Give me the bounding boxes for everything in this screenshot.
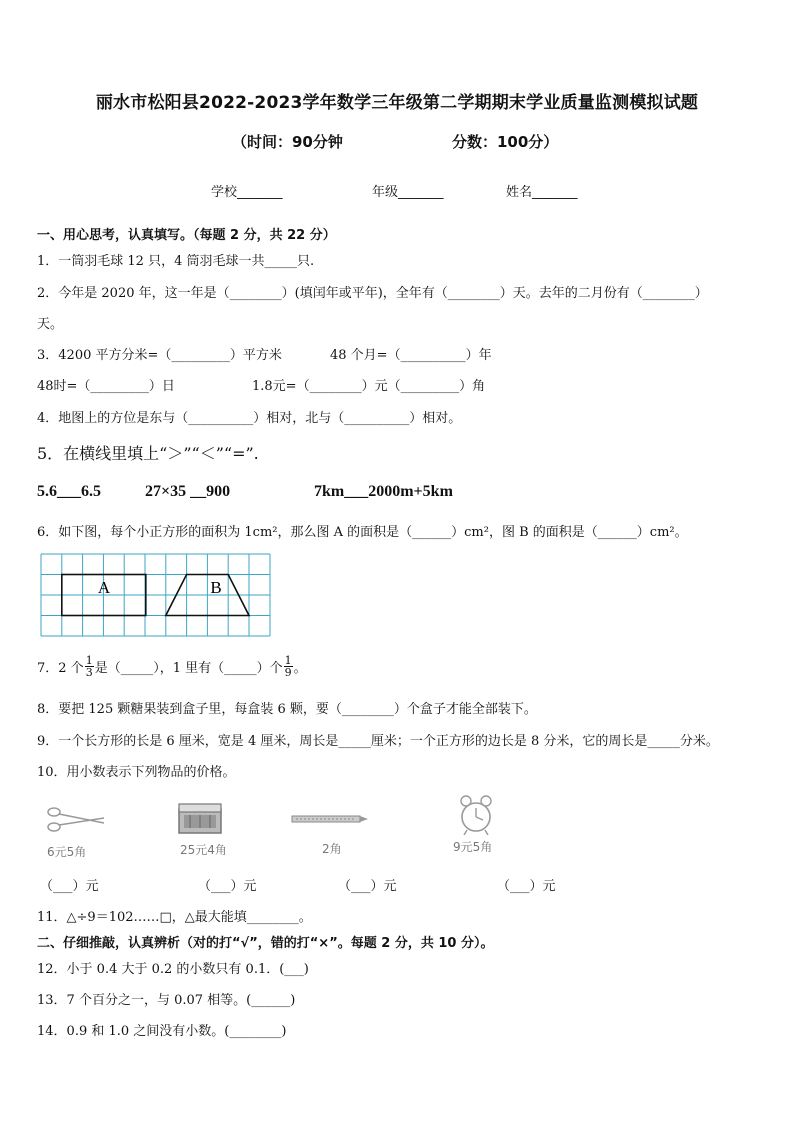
figure-label-b: B xyxy=(210,578,222,597)
question-5-a: 5.6___6.5 xyxy=(37,483,101,500)
price-answer: （___）元 xyxy=(198,879,257,894)
name-field: 姓名_______ xyxy=(506,185,578,200)
fraction-one-ninth xyxy=(284,655,293,678)
question-14: 14．0.9 和 1.0 之间没有小数。(________) xyxy=(37,1024,287,1039)
question-3-part-3: 48时=（_________）日 xyxy=(37,379,175,394)
question-9: 9．一个长方形的长是 6 厘米，宽是 4 厘米，周长是_____厘米；一个正方形的边长是 8 分米，它的周长是_____分米。 xyxy=(37,734,719,749)
fraction-numerator: 1 xyxy=(284,654,292,667)
section-heading-2: 二、仔细推敲，认真辨析（对的打“√”，错的打“×”。每题 2 分，共 10 分）。 xyxy=(37,936,494,951)
question-3-part-1: 3．4200 平方分米=（_________）平方米 xyxy=(37,348,282,363)
question-7 xyxy=(37,655,307,678)
alarm-clock-icon xyxy=(458,794,494,836)
price-label: 6元5角 xyxy=(47,845,87,859)
exam-time: （时间：90分钟 xyxy=(232,133,343,151)
question-7-middle: 是（_____），1 里有（_____）个 xyxy=(94,661,283,676)
question-5: 5．在横线里填上“＞”“＜”“=”. xyxy=(37,444,259,463)
school-field: 学校_______ xyxy=(211,185,283,200)
question-2-continued: 天。 xyxy=(37,317,64,332)
price-answer: （___）元 xyxy=(40,879,99,894)
grade-field: 年级_______ xyxy=(372,185,444,200)
pencil-icon xyxy=(290,813,370,825)
question-4: 4．地图上的方位是东与（__________）相对，北与（__________）相对。 xyxy=(37,411,462,426)
question-3-part-2: 48 个月=（__________）年 xyxy=(330,348,492,363)
price-label: 2角 xyxy=(322,842,342,856)
question-12: 12．小于 0.4 大于 0.2 的小数只有 0.1．(___) xyxy=(37,962,309,977)
price-label: 25元4角 xyxy=(180,843,227,857)
grid-figure xyxy=(40,553,272,638)
question-5-c: 7km___2000m+5km xyxy=(314,483,453,500)
question-7-end: 。 xyxy=(293,661,307,676)
question-8: 8．要把 125 颗糖果装到盒子里，每盒装 6 颗，要（________）个盒子才能全部装下。 xyxy=(37,702,537,717)
question-6: 6．如下图，每个小正方形的面积为 1cm²，那么图 A 的面积是（______）cm²，图 B 的面积是（______）cm²。 xyxy=(37,525,688,540)
question-5-b: 27×35 __900 xyxy=(145,483,231,500)
price-answer: （___）元 xyxy=(338,879,397,894)
question-2: 2．今年是 2020 年，这一年是（________）(填闰年或平年)，全年有（________）天。去年的二月份有（________） xyxy=(37,286,708,301)
scissors-icon xyxy=(46,803,108,837)
fraction-denominator: 3 xyxy=(85,666,93,679)
question-7-prefix: 7．2 个 xyxy=(37,661,84,676)
question-10: 10．用小数表示下列物品的价格。 xyxy=(37,765,236,780)
question-3-part-4: 1.8元=（________）元（_________）角 xyxy=(252,379,486,394)
price-answer: （___）元 xyxy=(497,879,556,894)
fraction-one-third xyxy=(85,655,94,678)
question-11: 11．△÷9＝102……□，△最大能填________。 xyxy=(37,910,312,925)
question-1: 1．一筒羽毛球 12 只，4 筒羽毛球一共_____只. xyxy=(37,254,315,269)
question-13: 13．7 个百分之一，与 0.07 相等。(______) xyxy=(37,993,296,1008)
exam-score: 分数：100分） xyxy=(452,133,559,151)
pencil-box-icon xyxy=(175,801,225,837)
fraction-numerator: 1 xyxy=(85,654,93,667)
figure-label-a: A xyxy=(97,578,111,597)
fraction-denominator: 9 xyxy=(284,666,292,679)
page-title: 丽水市松阳县2022-2023学年数学三年级第二学期期末学业质量监测模拟试题 xyxy=(95,93,699,113)
price-label: 9元5角 xyxy=(453,840,493,854)
section-heading-1: 一、用心思考，认真填写。（每题 2 分，共 22 分） xyxy=(37,228,336,243)
